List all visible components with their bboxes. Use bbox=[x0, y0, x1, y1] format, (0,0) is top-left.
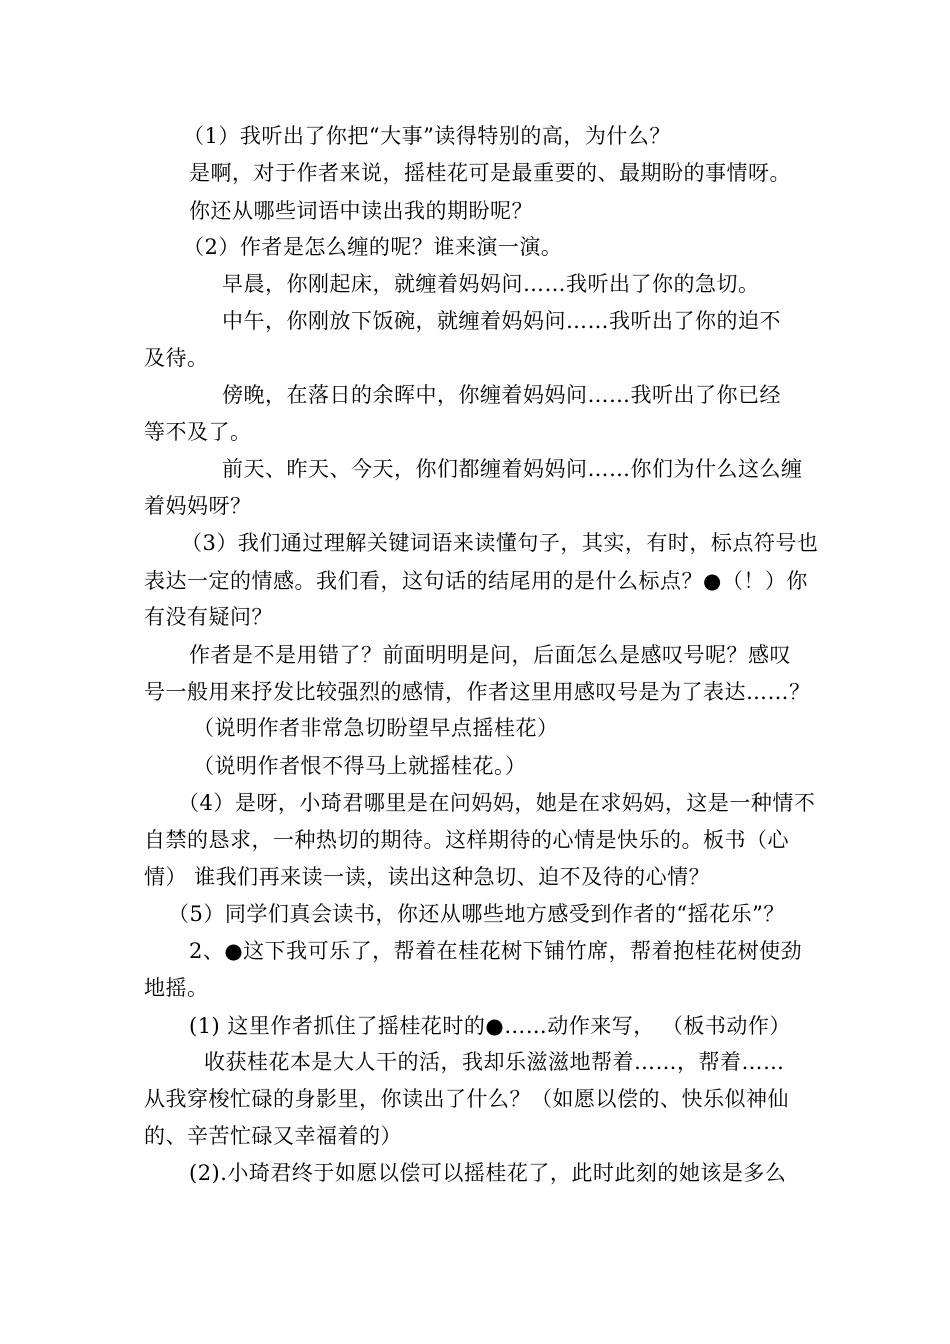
text-line: 表达一定的情感。我们看，这句话的结尾用的是什么标点？●（！）你 bbox=[144, 569, 808, 593]
text-line: 自禁的恳求，一种热切的期待。这样期待的心情是快乐的。板书（心 bbox=[144, 828, 789, 852]
text-line: 等不及了。 bbox=[144, 420, 252, 444]
text-line: （说明作者恨不得马上就摇桂花。） bbox=[193, 754, 527, 778]
text-line: （1）我听出了你把“大事”读得特别的高，为什么？ bbox=[183, 124, 671, 148]
text-line: 着妈妈呀？ bbox=[144, 494, 252, 518]
text-line: 从我穿梭忙碌的身影里，你读出了什么？（如愿以偿的、快乐似神仙 bbox=[144, 1087, 789, 1111]
text-line: 你还从哪些词语中读出我的期盼呢？ bbox=[189, 199, 533, 223]
text-line: （2）作者是怎么缠的呢？谁来演一演。 bbox=[183, 235, 563, 259]
text-line: (2).小琦君终于如愿以偿可以摇桂花了，此时此刻的她该是多么 bbox=[189, 1161, 787, 1185]
text-line: （5）同学们真会读书，你还从哪些地方感受到作者的“摇花乐”？ bbox=[168, 902, 785, 926]
text-line: （说明作者非常急切盼望早点摇桂花） bbox=[193, 716, 559, 740]
text-line: 是啊，对于作者来说，摇桂花可是最重要的、最期盼的事情呀。 bbox=[189, 161, 791, 185]
text-line: 情） 谁我们再来读一读，读出这种急切、迫不及待的心情？ bbox=[144, 865, 711, 889]
text-line: 早晨，你刚起床，就缠着妈妈问……我听出了你的急切。 bbox=[222, 272, 760, 296]
text-line: 有没有疑问？ bbox=[144, 605, 273, 629]
text-line: 中午，你刚放下饭碗，就缠着妈妈问……我听出了你的迫不 bbox=[222, 309, 781, 333]
text-line: 及待。 bbox=[144, 346, 209, 370]
text-line: 作者是不是用错了？前面明明是问，后面怎么是感叹号呢？感叹 bbox=[189, 643, 791, 667]
text-line: 2、●这下我可乐了，帮着在桂花树下铺竹席，帮着抱桂花树使劲 bbox=[189, 939, 803, 963]
text-line: 傍晚，在落日的余晖中，你缠着妈妈问……我听出了你已经 bbox=[222, 383, 781, 407]
text-line: 的、辛苦忙碌又幸福着的） bbox=[144, 1124, 402, 1148]
text-line: (1) 这里作者抓住了摇桂花时的●……动作来写， （板书动作） bbox=[189, 1014, 791, 1038]
text-line: （4）是呀，小琦君哪里是在问妈妈，她是在求妈妈，这是一种情不 bbox=[178, 791, 816, 815]
text-line: 前天、昨天、今天，你们都缠着妈妈问……你们为什么这么缠 bbox=[222, 457, 803, 481]
text-line: 地摇。 bbox=[144, 976, 209, 1000]
text-line: 收获桂花本是大人干的活，我却乐滋滋地帮着……，帮着…… bbox=[204, 1050, 785, 1074]
text-line: （3）我们通过理解关键词语来读懂句子，其实，有时，标点符号也 bbox=[181, 531, 819, 555]
text-line: 号一般用来抒发比较强烈的感情，作者这里用感叹号是为了表达……？ bbox=[144, 680, 811, 704]
